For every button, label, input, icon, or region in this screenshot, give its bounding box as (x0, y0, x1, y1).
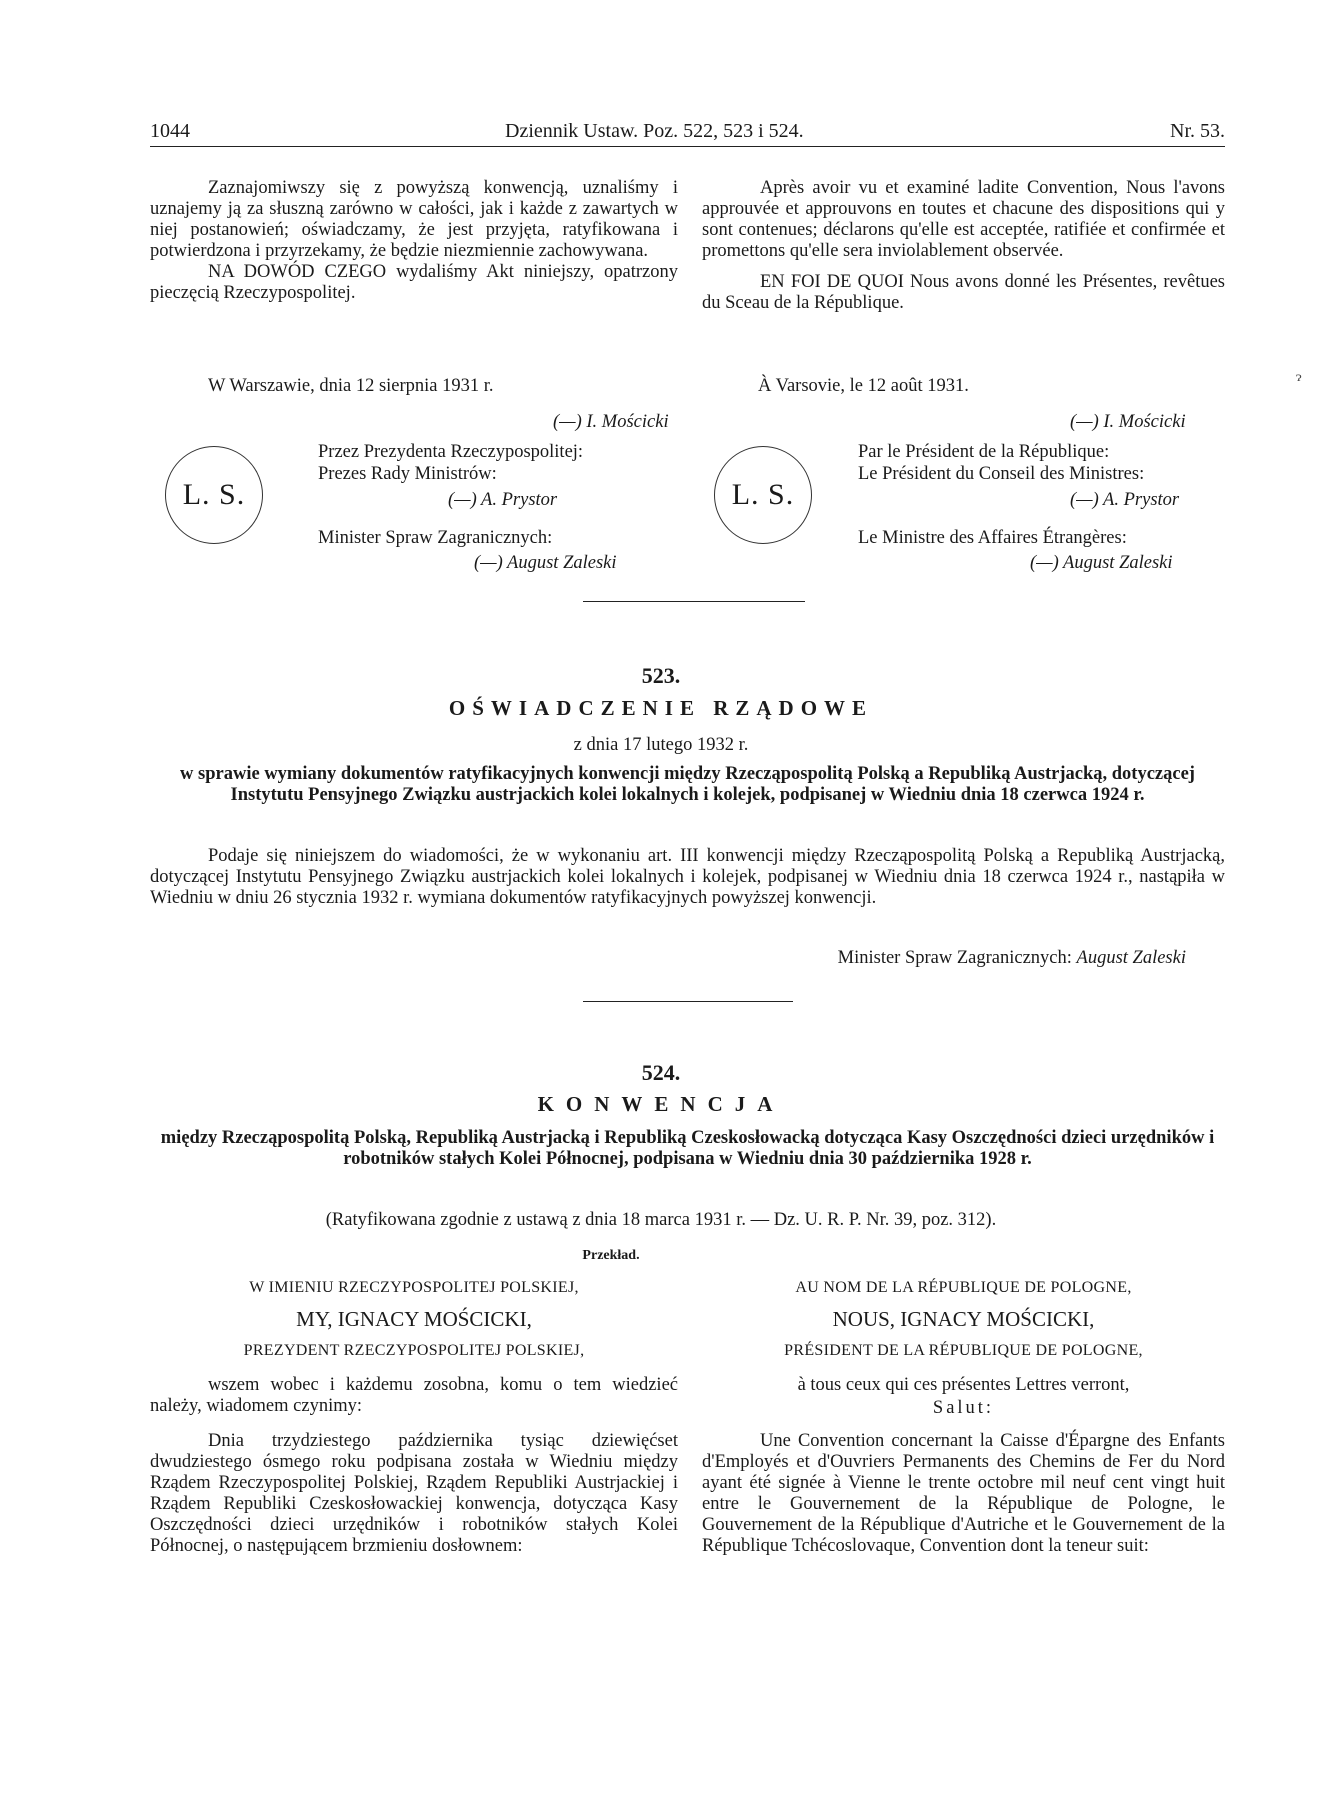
pl-sig-pm: (—) A. Prystor (448, 490, 558, 510)
item-523-subject: w sprawie wymiany dokumentów ratyfikacyjnych konwencji między Rzecząpospolitą Polską a Republiką Austrjacką, dotyczącej Instytutu Pensyjnego Związku austrjackich kolei lokalnych i kolejek, podpisanej w Wiedniu dnia 18 czerwca 1924 r. (180, 764, 1195, 805)
item-523-signature (838, 948, 1186, 969)
fr-address: à tous ceux qui ces présentes Lettres verront, (797, 1375, 1130, 1395)
fr-sig-fm-title: Le Ministre des Affaires Étrangères: (858, 528, 1127, 548)
ratification-pl (150, 178, 678, 304)
fr-president: PRÉSIDENT DE LA RÉPUBLIQUE DE POLOGNE, (784, 1342, 1143, 1359)
pl-address-wrap (150, 1375, 678, 1417)
pl-body: Dnia trzydziestego października tysiąc dziewięćset dwudziestego ósmego roku podpisana została w Wiedniu między Rządem Rzeczypospolitej Polskiej, Rządem Republiki Austrjackiej i Rządem Republiki Czeskosłowackiej konwencja, dotycząca Kasy Oszczędności dzieci urzędników i robotników stałych Kolei Północnej, o następującem brzmieniu dosłownem: (150, 1431, 678, 1556)
fr-salut: Salut: (932, 1398, 995, 1418)
ratification-pl-proof: NA DOWÓD CZEGO wydaliśmy Akt niniejszy, opatrzony pieczęcią Rzeczypospolitej. (150, 262, 678, 303)
fr-sig-president: (—) I. Mościcki (1070, 412, 1186, 432)
item-523-body: Podaje się niniejszem do wiadomości, że w wykonaniu art. III konwencji między Rzecząpospolitą Polską a Republiką Austrjacką, dotyczącej Instytutu Pensyjnego Związku austrjackich kolei lokalnych i kolejek, podpisanej w Wiedniu dnia 18 czerwca 1924 r., nastąpiła w Wiedniu w dniu 26 stycznia 1932 r. wymiana dokumentów ratyfikacyjnych powyższej konwencji. (150, 846, 1225, 908)
pl-president: PREZYDENT RZECZYPOSPOLITEJ POLSKIEJ, (243, 1342, 585, 1359)
header-rule (150, 146, 1225, 147)
fr-body-wrap (702, 1431, 1225, 1557)
pl-sig-fm: (—) August Zaleski (474, 553, 617, 573)
fr-sig-by-president: Par le Président de la République: (858, 442, 1110, 462)
fr-sig-pm: (—) A. Prystor (1070, 490, 1180, 510)
seal-left-text: L. S. (182, 478, 246, 511)
item-524-number: 524. (641, 1060, 681, 1085)
ratification-pl-place-date: W Warszawie, dnia 12 sierpnia 1931 r. (208, 376, 494, 396)
journal-title: Dziennik Ustaw. Poz. 522, 523 i 524. (505, 120, 804, 142)
page-header (150, 120, 1225, 144)
item-524-title: KONWENCJA (537, 1092, 785, 1116)
pl-body-wrap (150, 1431, 678, 1557)
section-divider-2 (583, 1001, 793, 1002)
fr-sig-fm: (—) August Zaleski (1030, 553, 1173, 573)
margin-mark: ɂ (1296, 370, 1302, 385)
item-523-date: z dnia 17 lutego 1932 r. (573, 735, 749, 755)
pl-address: wszem wobec i każdemu zosobna, komu o tem wiedzieć należy, wiadomem czynimy: (150, 1375, 678, 1416)
pl-sig-by-president: Przez Prezydenta Rzeczypospolitej: (318, 442, 584, 462)
ratification-fr (702, 178, 1225, 314)
page-number: 1044 (150, 120, 190, 142)
pl-we: MY, IGNACY MOŚCICKI, (296, 1307, 532, 1331)
section-divider-1 (583, 601, 805, 602)
item-523-body-wrap (150, 846, 1225, 909)
fr-name-of: AU NOM DE LA RÉPUBLIQUE DE POLOGNE, (795, 1279, 1132, 1296)
item-523-title: OŚWIADCZENIE RZĄDOWE (448, 696, 874, 720)
translation-label (0, 1248, 1322, 1264)
ratification-fr-place-date: À Varsovie, le 12 août 1931. (758, 376, 969, 396)
item-523-number: 523. (641, 663, 681, 688)
translation-label-text: Przekład. (582, 1248, 640, 1263)
fr-sig-pm-title: Le Président du Conseil des Ministres: (858, 464, 1145, 484)
item-523-sign-name: August Zaleski (1076, 948, 1186, 968)
item-523-sign-title: Minister Spraw Zagranicznych: (837, 948, 1072, 968)
fr-we: NOUS, IGNACY MOŚCICKI, (832, 1307, 1095, 1331)
issue-number: Nr. 53. (1170, 120, 1225, 142)
ratification-fr-text: Après avoir vu et examiné ladite Convention, Nous l'avons approuvée et approuvons en toutes et chacune des dispositions qui y sont contenues; déclarons qu'elle est acceptée, ratifiée et confirmée et promettons qu'elle sera inviolablement observée. (702, 178, 1225, 261)
pl-sig-fm-title: Minister Spraw Zagranicznych: (318, 528, 553, 548)
pl-sig-president: (—) I. Mościcki (553, 412, 669, 432)
item-524-ratified: (Ratyfikowana zgodnie z ustawą z dnia 18 marca 1931 r. — Dz. U. R. P. Nr. 39, poz. 312). (325, 1210, 997, 1230)
seal-right (714, 446, 812, 544)
ratification-pl-text: Zaznajomiwszy się z powyższą konwencją, uznaliśmy i uznajemy ją za słuszną zarówno w całości, jak i każde z zawartych w niej postanowień; oświadczamy, że jest przyjęta, ratyfikowana i potwierdzona i przyrzekamy, że będzie niezmiennie zachowywana. (150, 178, 678, 261)
seal-right-text: L. S. (731, 478, 795, 511)
item-524-subject: między Rzecząpospolitą Polską, Republiką Austrjacką i Republiką Czeskosłowacką dotycząca Kasy Oszczędności dzieci urzędników i robotników stałych Kolei Północnej, podpisana w Wiedniu dnia 30 października 1928 r. (160, 1128, 1215, 1169)
fr-body: Une Convention concernant la Caisse d'Épargne des Enfants d'Employés et d'Ouvriers Permanents des Chemins de Fer du Nord ayant été signée à Vienne le trente octobre mil neuf cent vingt huit entre le Gouvernement de la République de Pologne, le Gouvernement de la République d'Autriche et le Gouvernement de la République Tchécoslovaque, Convention dont la teneur suit: (702, 1431, 1225, 1556)
seal-left (165, 446, 263, 544)
pl-name-of: W IMIENIU RZECZYPOSPOLITEJ POLSKIEJ, (249, 1279, 579, 1296)
ratification-fr-proof: EN FOI DE QUOI Nous avons donné les Présentes, revêtues du Sceau de la République. (702, 272, 1225, 313)
pl-sig-pm-title: Prezes Rady Ministrów: (318, 464, 497, 484)
